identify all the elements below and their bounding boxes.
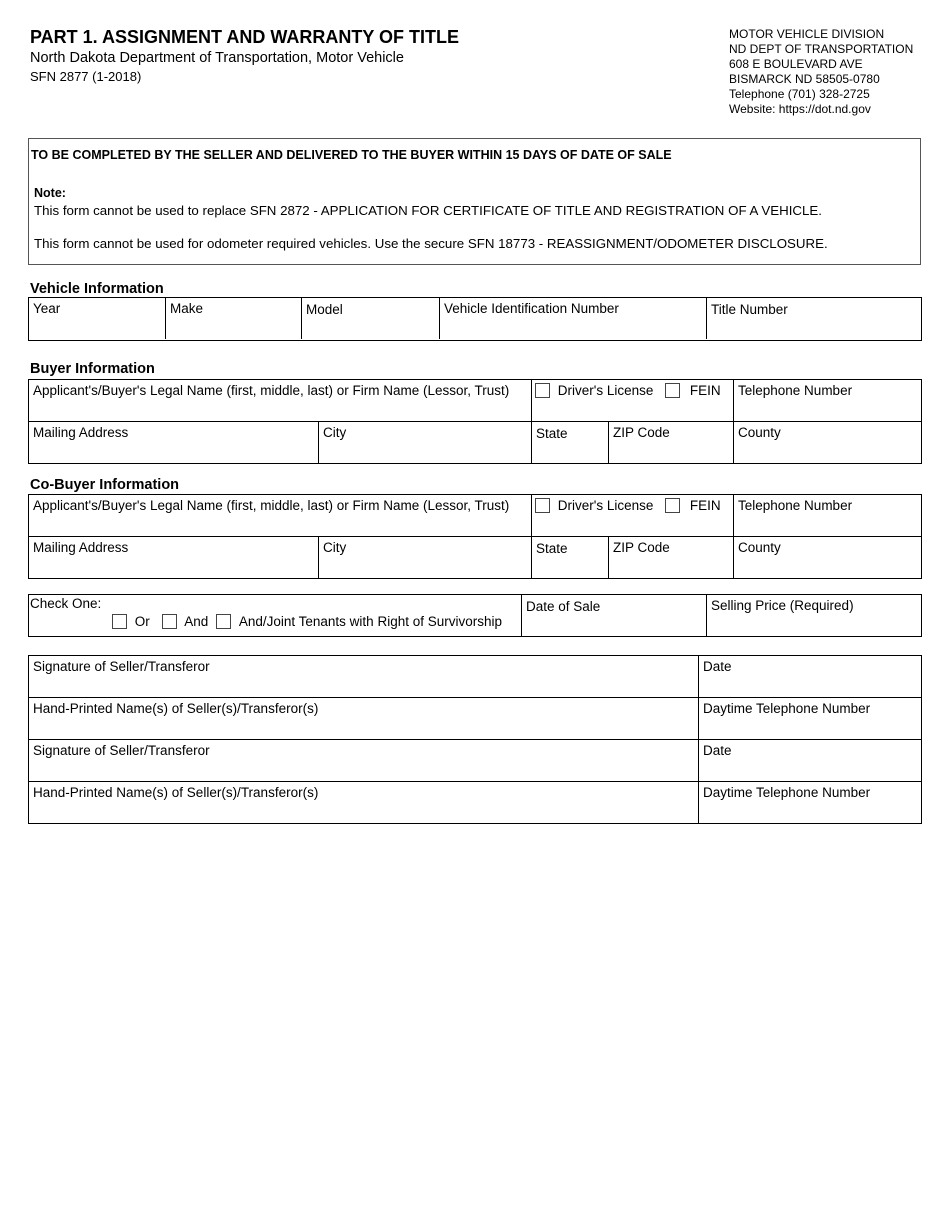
selling-price-field[interactable] [707, 595, 921, 636]
cobuyer-fein-checkbox[interactable] [665, 498, 680, 513]
department-name: North Dakota Department of Transportation, Motor Vehicle [30, 50, 404, 66]
make-field[interactable] [166, 298, 302, 339]
vehicle-section-heading: Vehicle Information [30, 281, 164, 297]
model-label: Model [306, 302, 343, 317]
note-label: Note: [34, 186, 66, 200]
cobuyer-section-heading: Co-Buyer Information [30, 477, 180, 493]
cobuyer-address-label: Mailing Address [33, 540, 129, 555]
seller-printed-name-label: Hand-Printed Name(s) of Seller(s)/Transferor(s) [33, 701, 319, 716]
vin-field[interactable] [440, 298, 707, 339]
buyer-city-field[interactable] [319, 422, 532, 463]
cobuyer-city-label: City [323, 540, 347, 555]
buyer-drivers-license-label: Driver's License [557, 383, 654, 398]
cobuyer-zip-label: ZIP Code [613, 540, 670, 555]
buyer-fein-checkbox[interactable] [665, 383, 680, 398]
notice-box [28, 138, 921, 265]
date-of-sale-label: Date of Sale [526, 599, 601, 614]
cobuyer-address-field[interactable] [29, 537, 319, 578]
address-line: BISMARCK ND 58505-0780 [729, 72, 880, 86]
and-label: And [184, 614, 209, 629]
buyer-section-heading: Buyer Information [30, 361, 155, 377]
seller-signature-label: Signature of Seller/Transferor [33, 659, 210, 674]
seller-date-label: Date [703, 743, 732, 758]
buyer-state-field[interactable] [532, 422, 609, 463]
address-line: ND DEPT OF TRANSPORTATION [729, 42, 914, 56]
address-line: MOTOR VEHICLE DIVISION [729, 27, 885, 41]
agency-address [729, 27, 913, 117]
joint-tenants-label: And/Joint Tenants with Right of Survivorship [238, 614, 502, 629]
buyer-address-label: Mailing Address [33, 425, 129, 440]
note-line-1: This form cannot be used to replace SFN 2872 - APPLICATION FOR CERTIFICATE OF TITLE AND REGISTRATION OF A VEHICLE. [34, 203, 822, 218]
make-label: Make [170, 301, 204, 316]
buyer-id-type [532, 380, 734, 422]
and-checkbox[interactable] [162, 614, 177, 629]
title-number-field[interactable] [707, 298, 920, 339]
vehicle-info-table [28, 297, 922, 341]
cobuyer-name-label: Applicant's/Buyer's Legal Name (first, middle, last) or Firm Name (Lessor, Trust) [33, 498, 510, 513]
seller-phone-label: Daytime Telephone Number [703, 701, 871, 716]
cobuyer-phone-label: Telephone Number [738, 498, 853, 513]
note-line-2: This form cannot be used for odometer required vehicles. Use the secure SFN 18773 - REASSIGNMENT/ODOMETER DISCLOSURE. [34, 236, 828, 251]
address-line: Website: https://dot.nd.gov [729, 102, 871, 116]
seller-signature-date-field-2[interactable] [699, 740, 921, 782]
seller-signature-field-2[interactable] [29, 740, 699, 782]
cobuyer-fein-label: FEIN [689, 498, 721, 513]
buyer-city-label: City [323, 425, 347, 440]
seller-signature-table [28, 655, 922, 824]
cobuyer-drivers-license-checkbox[interactable] [535, 498, 550, 513]
cobuyer-zip-field[interactable] [609, 537, 734, 578]
buyer-phone-label: Telephone Number [738, 383, 853, 398]
page-title: PART 1. ASSIGNMENT AND WARRANTY OF TITLE [30, 27, 460, 47]
or-label: Or [134, 614, 150, 629]
seller-phone-field[interactable] [699, 698, 921, 740]
buyer-name-label: Applicant's/Buyer's Legal Name (first, middle, last) or Firm Name (Lessor, Trust) [33, 383, 510, 398]
selling-price-label: Selling Price (Required) [711, 598, 854, 613]
or-checkbox[interactable] [112, 614, 127, 629]
ownership-options [112, 614, 502, 629]
seller-printed-name-field-2[interactable] [29, 782, 699, 823]
cobuyer-state-label: State [536, 541, 568, 556]
model-field[interactable] [302, 298, 440, 339]
buyer-address-field[interactable] [29, 422, 319, 463]
seller-phone-field-2[interactable] [699, 782, 921, 823]
form-number: SFN 2877 (1-2018) [30, 69, 142, 84]
date-of-sale-field[interactable] [522, 595, 707, 636]
cobuyer-name-field[interactable] [29, 495, 532, 537]
seller-phone-label: Daytime Telephone Number [703, 785, 871, 800]
ownership-type [29, 595, 522, 636]
seller-signature-label: Signature of Seller/Transferor [33, 743, 210, 758]
cobuyer-city-field[interactable] [319, 537, 532, 578]
seller-date-label: Date [703, 659, 732, 674]
buyer-state-label: State [536, 426, 568, 441]
buyer-info-table [28, 379, 922, 464]
cobuyer-county-label: County [738, 540, 781, 555]
buyer-county-label: County [738, 425, 781, 440]
cobuyer-drivers-license-label: Driver's License [557, 498, 654, 513]
seller-printed-name-field[interactable] [29, 698, 699, 740]
buyer-drivers-license-checkbox[interactable] [535, 383, 550, 398]
buyer-fein-label: FEIN [689, 383, 721, 398]
year-field[interactable] [29, 298, 166, 339]
buyer-phone-field[interactable] [734, 380, 922, 422]
seller-signature-date-field[interactable] [699, 656, 921, 698]
notice-heading: TO BE COMPLETED BY THE SELLER AND DELIVERED TO THE BUYER WITHIN 15 DAYS OF DATE OF SALE [31, 148, 672, 162]
year-label: Year [33, 301, 61, 316]
cobuyer-phone-field[interactable] [734, 495, 922, 537]
buyer-name-field[interactable] [29, 380, 532, 422]
check-one-label: Check One: [30, 596, 102, 611]
title-number-label: Title Number [711, 302, 788, 317]
buyer-zip-field[interactable] [609, 422, 734, 463]
buyer-zip-label: ZIP Code [613, 425, 670, 440]
cobuyer-id-type [532, 495, 734, 537]
address-line: 608 E BOULEVARD AVE [729, 57, 863, 71]
vin-label: Vehicle Identification Number [444, 301, 619, 316]
cobuyer-state-field[interactable] [532, 537, 609, 578]
sale-details-table [28, 594, 922, 637]
address-line: Telephone (701) 328-2725 [729, 87, 870, 101]
cobuyer-info-table [28, 494, 922, 579]
buyer-county-field[interactable] [734, 422, 922, 463]
seller-signature-field[interactable] [29, 656, 699, 698]
cobuyer-county-field[interactable] [734, 537, 922, 578]
joint-tenants-checkbox[interactable] [216, 614, 231, 629]
seller-printed-name-label: Hand-Printed Name(s) of Seller(s)/Transferor(s) [33, 785, 319, 800]
